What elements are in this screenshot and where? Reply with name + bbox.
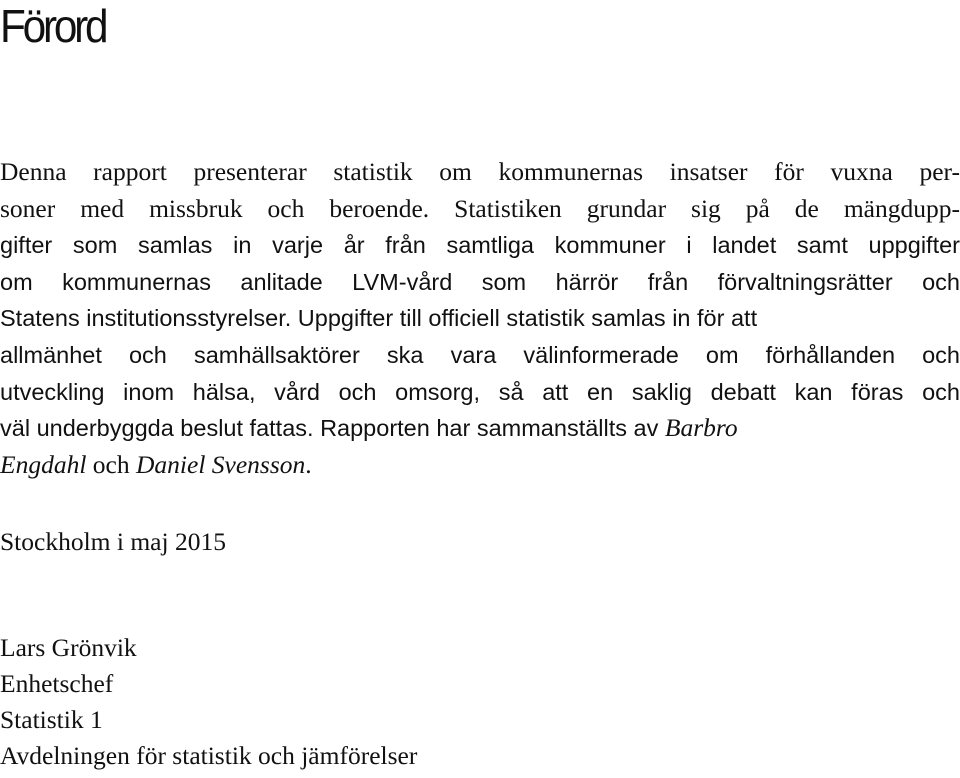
paragraph-line-8 bbox=[0, 410, 960, 447]
author-surname: Engdahl bbox=[0, 449, 87, 479]
sentence-end: . bbox=[305, 449, 312, 479]
paragraph-line-9 bbox=[0, 447, 960, 484]
signatory-role: Enhetschef bbox=[0, 669, 114, 698]
paragraph-line-3: gifter som samlas in varje år från samtliga kommuner i landet samt uppgifter bbox=[0, 232, 960, 259]
paragraph-line-5-end: Uppgifter till officiell statistik samlas in för att bbox=[291, 305, 758, 332]
paragraph-line-2: soner med missbruk och beroende. Statistiken grundar sig på de mängdupp- bbox=[0, 193, 960, 223]
paragraph-line-1: Denna rapport presenterar statistik om kommunernas insatser för vuxna per- bbox=[0, 157, 960, 186]
signatory-unit: Statistik 1 bbox=[0, 705, 103, 734]
signature-block bbox=[0, 630, 417, 774]
signatory-name: Lars Grönvik bbox=[0, 633, 137, 662]
paragraph-line-4: om kommunernas anlitade LVM-vård som härrör från förvaltningsrätter och bbox=[0, 268, 960, 295]
author-first-name: Barbro bbox=[664, 413, 738, 443]
conjunction-text: och bbox=[86, 449, 136, 479]
co-author-name: Daniel Svensson bbox=[136, 449, 306, 479]
paragraph-line-6: allmänhet och samhällsaktörer ska vara välinformerade om förhållanden och bbox=[0, 341, 960, 368]
paragraph-line-5-start: Statens institutionsstyrelser. bbox=[0, 305, 292, 332]
foreword-paragraph bbox=[0, 154, 960, 483]
paragraph-line-8-text: väl underbyggda beslut fattas. Rapporten har sammanställts av bbox=[0, 415, 665, 442]
page-title: Förord bbox=[0, 0, 106, 52]
paragraph-line-5 bbox=[0, 300, 960, 337]
paragraph-line-7: utveckling inom hälsa, vård och omsorg, så att en saklig debatt kan föras och bbox=[0, 378, 960, 405]
place-and-date: Stockholm i maj 2015 bbox=[0, 527, 226, 556]
signatory-department: Avdelningen för statistik och jämförelser bbox=[0, 741, 418, 770]
